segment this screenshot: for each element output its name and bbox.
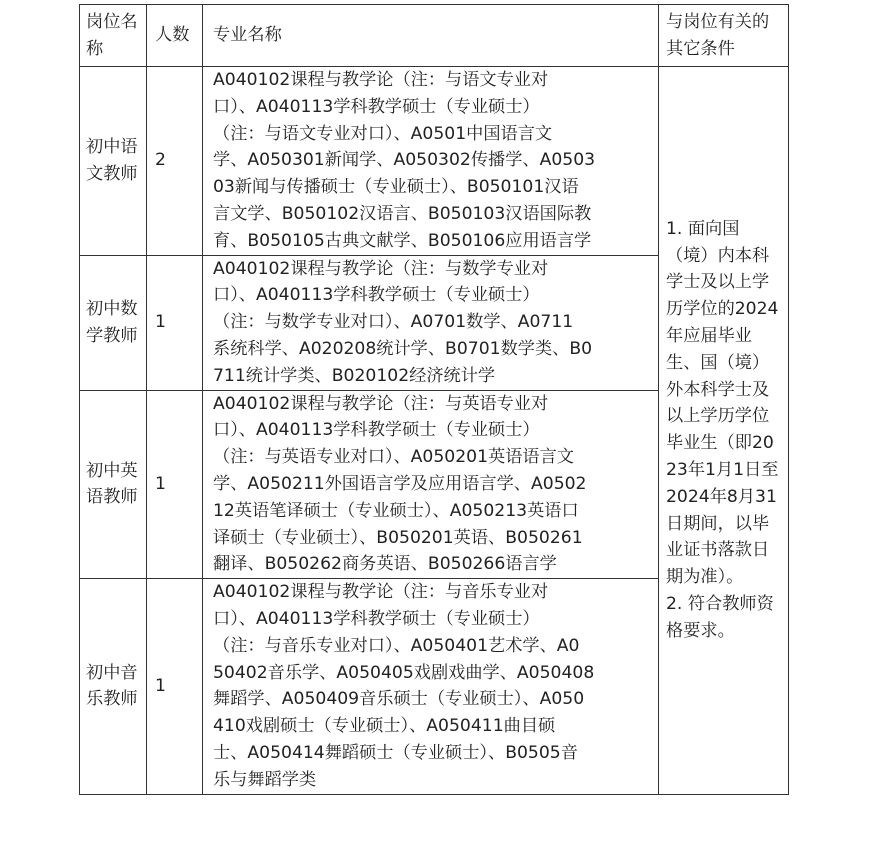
- position-count: 1: [147, 255, 203, 390]
- major-list: [203, 390, 659, 579]
- major-line: 711统计学类、B020102经济统计学: [213, 365, 496, 386]
- major-line: 50402音乐学、A050405戏剧戏曲学、A050408: [213, 662, 595, 683]
- major-line: （注：与英语专业对口）、A050201英语语言文: [213, 447, 574, 468]
- major-line: 乐与舞蹈学类: [213, 769, 317, 790]
- major-line: （注：与语文专业对口）、A0501中国语言文: [213, 123, 553, 144]
- recruitment-table: [79, 4, 789, 795]
- major-line: 士、A050414舞蹈硕士（专业硕士）、B0505音: [213, 742, 578, 763]
- position-name: 初中音乐教师: [80, 579, 147, 794]
- major-line: （注：与音乐专业对口）、A050401艺术学、A0: [213, 635, 580, 656]
- major-line: 410戏剧硕士（专业硕士）、A050411曲目硕: [213, 716, 556, 737]
- major-line: 口）、A040113学科教学硕士（专业硕士）: [213, 420, 540, 441]
- major-line: 舞蹈学、A050409音乐硕士（专业硕士）、A050: [213, 689, 585, 710]
- major-line: 12英语笔译硕士（专业硕士）、A050213英语口: [213, 500, 579, 521]
- major-line: （注：与数学专业对口）、A0701数学、A0711: [213, 312, 574, 333]
- other-conditions: 1. 面向国（境）内本科学士及以上学历学位的2024年应届毕业生、国（境）外本科学士及以上学历学位毕业生（即2023年1月1日至2024年8月31日期间，以毕业证书落款日期为准）。 2. 符合教师资格要求。: [659, 67, 789, 795]
- major-line: 学、A050211外国语言学及应用语言学、A0502: [213, 473, 587, 494]
- major-line: 口）、A040113学科教学硕士（专业硕士）: [213, 285, 540, 306]
- major-line: A040102课程与教学论（注：与数学专业对: [213, 258, 549, 279]
- position-count: 1: [147, 390, 203, 579]
- major-line: A040102课程与教学论（注：与音乐专业对: [213, 582, 549, 603]
- major-line: 口）、A040113学科教学硕士（专业硕士）: [213, 608, 540, 629]
- major-list: [203, 579, 659, 794]
- position-name: 初中英语教师: [80, 390, 147, 579]
- position-count: 1: [147, 579, 203, 794]
- major-line: 言文学、B050102汉语言、B050103汉语国际教: [213, 203, 592, 224]
- major-line: A040102课程与教学论（注：与语文专业对: [213, 70, 549, 90]
- major-line: 翻译、B050262商务英语、B050266语言学: [213, 554, 557, 575]
- major-list: [203, 255, 659, 390]
- major-line: 育、B050105古典文献学、B050106应用语言学: [213, 230, 592, 251]
- position-count: 2: [147, 67, 203, 256]
- header-position: 岗位名称: [80, 5, 147, 67]
- major-line: 03新闻与传播硕士（专业硕士）、B050101汉语: [213, 177, 579, 198]
- header-other-conditions: 与岗位有关的其它条件: [659, 5, 789, 67]
- table-row: [80, 67, 789, 256]
- header-row: [80, 5, 789, 67]
- header-major: 专业名称: [203, 5, 659, 67]
- header-count: 人数: [147, 5, 203, 67]
- major-line: 学、A050301新闻学、A050302传播学、A0503: [213, 150, 596, 171]
- major-line: A040102课程与教学论（注：与英语专业对: [213, 393, 549, 414]
- major-line: 系统科学、A020208统计学、B0701数学类、B0: [213, 338, 593, 359]
- major-list: [203, 67, 659, 256]
- position-name: 初中语文教师: [80, 67, 147, 256]
- major-line: 口）、A040113学科教学硕士（专业硕士）: [213, 96, 540, 117]
- position-name: 初中数学教师: [80, 255, 147, 390]
- major-line: 译硕士（专业硕士）、B050201英语、B050261: [213, 527, 583, 548]
